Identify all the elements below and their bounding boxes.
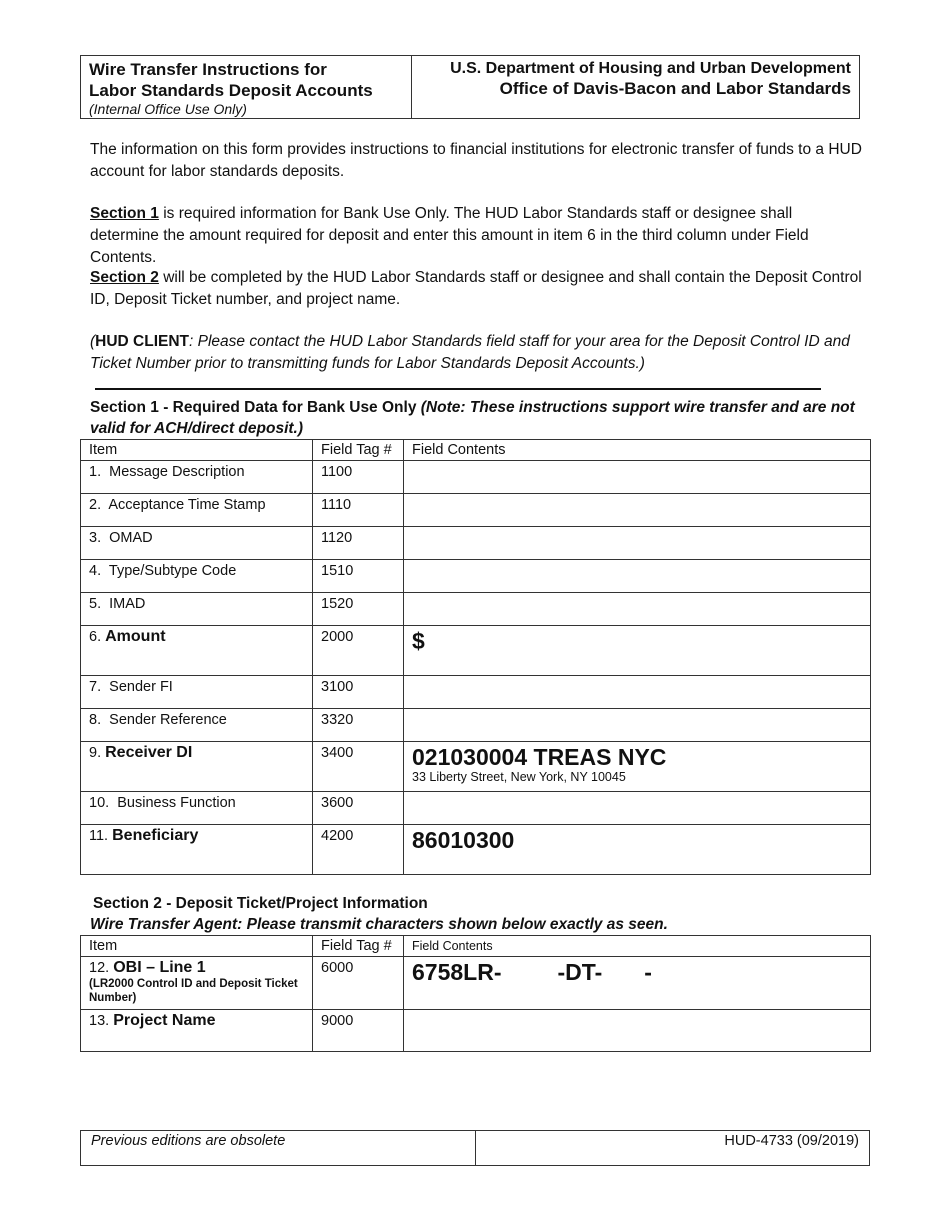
field-contents-project-name[interactable]	[404, 1010, 871, 1052]
receiver-di-value: 021030004 TREAS NYC	[412, 744, 667, 770]
field-tag: 2000	[313, 626, 404, 676]
table-row	[81, 461, 871, 494]
item-number: 7.	[89, 679, 102, 695]
item-cell	[81, 709, 313, 742]
item-cell	[81, 676, 313, 709]
section1-heading	[90, 397, 865, 439]
field-contents-amount[interactable]	[404, 626, 871, 676]
field-tag: 3100	[313, 676, 404, 709]
table-row	[81, 792, 871, 825]
item-cell	[81, 957, 313, 1010]
field-contents-omad[interactable]	[404, 527, 871, 560]
item-cell	[81, 626, 313, 676]
section-divider	[95, 388, 821, 390]
form-title-line2: Labor Standards Deposit Accounts	[89, 81, 373, 100]
item-label: Amount	[105, 628, 166, 645]
section1-instructions	[90, 203, 865, 269]
field-contents-sender-reference[interactable]	[404, 709, 871, 742]
item-cell	[81, 494, 313, 527]
col-item-header: Item	[81, 440, 313, 461]
item-label: Acceptance Time Stamp	[108, 497, 266, 513]
section2-instructions-text: will be completed by the HUD Labor Standards staff or designee and shall contain the Deposit Control ID, Deposit Ticket number, and project name.	[90, 269, 862, 308]
item-number: 6.	[89, 629, 102, 645]
table-row	[81, 742, 871, 792]
item-cell	[81, 461, 313, 494]
table-header-row	[81, 936, 871, 957]
col-item-header: Item	[81, 936, 313, 957]
table-row	[81, 494, 871, 527]
col-contents-header: Field Contents	[404, 440, 871, 461]
table-row	[81, 825, 871, 875]
client-note-label: HUD CLIENT	[95, 333, 190, 350]
item-label: OMAD	[109, 530, 153, 546]
table-row	[81, 560, 871, 593]
field-tag: 3320	[313, 709, 404, 742]
item-label: Type/Subtype Code	[108, 563, 237, 579]
item-label: Sender Reference	[109, 712, 227, 728]
col-tag-header: Field Tag #	[313, 440, 404, 461]
receiver-di-address: 33 Liberty Street, New York, NY 10045	[412, 770, 626, 784]
field-contents-receiver-di	[404, 742, 871, 792]
item-number: 3.	[89, 530, 102, 546]
dollar-sign: $	[412, 628, 425, 654]
department-block	[412, 56, 859, 118]
form-title-line1: Wire Transfer Instructions for	[89, 60, 327, 79]
form-title-block	[81, 56, 412, 118]
section1-label: Section 1	[90, 205, 159, 222]
item-number: 10.	[89, 795, 110, 811]
item-label: Receiver DI	[105, 744, 193, 761]
section2-subtitle: Wire Transfer Agent: Please transmit characters shown below exactly as seen.	[90, 916, 668, 933]
table-row	[81, 593, 871, 626]
item-label: Business Function	[117, 795, 236, 811]
field-contents-business-function[interactable]	[404, 792, 871, 825]
field-tag: 3600	[313, 792, 404, 825]
table-row	[81, 676, 871, 709]
footer-form-number: HUD-4733 (09/2019)	[724, 1133, 859, 1149]
field-contents-message-description[interactable]	[404, 461, 871, 494]
item-number: 2.	[89, 497, 102, 513]
item-sublabel: (LR2000 Control ID and Deposit Ticket Number)	[89, 978, 298, 1004]
beneficiary-value: 86010300	[412, 827, 515, 853]
item-cell	[81, 560, 313, 593]
table-row	[81, 957, 871, 1010]
item-number: 11.	[89, 828, 109, 844]
item-label: Message Description	[109, 464, 245, 480]
field-contents-acceptance-time-stamp[interactable]	[404, 494, 871, 527]
item-number: 12.	[89, 960, 110, 976]
client-note	[90, 331, 865, 375]
table-row	[81, 709, 871, 742]
table-row	[81, 626, 871, 676]
item-label: Sender FI	[109, 679, 173, 695]
field-tag: 4200	[313, 825, 404, 875]
department-name: U.S. Department of Housing and Urban Development	[450, 60, 851, 77]
field-tag: 1100	[313, 461, 404, 494]
section1-title: Section 1 - Required Data for Bank Use Only	[90, 399, 421, 416]
section1-instructions-text: is required information for Bank Use Only. The HUD Labor Standards staff or designee shall determine the amount required for deposit and enter this amount in item 6 in the third column under Field Contents.	[90, 205, 809, 266]
item-label: OBI – Line 1	[113, 959, 206, 976]
field-contents-sender-fi[interactable]	[404, 676, 871, 709]
section2-table	[80, 935, 871, 1052]
field-tag: 1110	[313, 494, 404, 527]
item-cell	[81, 742, 313, 792]
ticket-number-separator: -	[644, 959, 652, 985]
form-header	[80, 55, 860, 119]
item-cell	[81, 792, 313, 825]
office-name: Office of Davis-Bacon and Labor Standards	[499, 79, 851, 98]
field-contents-obi-line1[interactable]	[404, 957, 871, 1010]
field-tag: 1520	[313, 593, 404, 626]
item-number: 8.	[89, 712, 102, 728]
item-number: 13.	[89, 1013, 110, 1029]
footer-obsolete-note: Previous editions are obsolete	[81, 1131, 476, 1165]
table-header-row	[81, 440, 871, 461]
form-subtitle: (Internal Office Use Only)	[89, 101, 247, 117]
table-row	[81, 1010, 871, 1052]
section2-instructions	[90, 267, 865, 311]
intro-paragraph: The information on this form provides instructions to financial institutions for electronic transfer of funds to a HUD account for labor standards deposits.	[90, 141, 862, 180]
item-label: Project Name	[113, 1012, 216, 1029]
item-cell	[81, 593, 313, 626]
section1-note: (Note: These instructions support wire transfer and are not valid for ACH/direct deposit.)	[90, 399, 855, 437]
item-cell	[81, 825, 313, 875]
field-contents-imad[interactable]	[404, 593, 871, 626]
item-number: 5.	[89, 596, 102, 612]
col-contents-header: Field Contents	[404, 936, 871, 957]
client-note-text: : Please contact the HUD Labor Standards field staff for your area for the Deposit Control ID and Ticket Number prior to transmitting funds for Labor Standards Deposit Accounts.)	[90, 333, 850, 372]
section1-table	[80, 439, 871, 875]
field-tag: 6000	[313, 957, 404, 1010]
table-row	[81, 527, 871, 560]
field-tag: 1120	[313, 527, 404, 560]
section2-label: Section 2	[90, 269, 159, 286]
field-tag: 1510	[313, 560, 404, 593]
control-id-prefix: 6758LR-	[412, 959, 502, 985]
item-number: 9.	[89, 745, 102, 761]
field-tag: 9000	[313, 1010, 404, 1052]
section2-title: Section 2 - Deposit Ticket/Project Information	[93, 895, 428, 912]
item-number: 4.	[89, 563, 102, 579]
field-contents-type-subtype[interactable]	[404, 560, 871, 593]
form-footer	[80, 1130, 870, 1166]
deposit-ticket-separator: -DT-	[557, 959, 603, 985]
item-cell	[81, 527, 313, 560]
item-number: 1.	[89, 464, 102, 480]
field-contents-beneficiary	[404, 825, 871, 875]
field-tag: 3400	[313, 742, 404, 792]
col-tag-header: Field Tag #	[313, 936, 404, 957]
item-cell	[81, 1010, 313, 1052]
client-note-open: (	[90, 333, 96, 350]
item-label: IMAD	[109, 596, 146, 612]
item-label: Beneficiary	[112, 827, 199, 844]
